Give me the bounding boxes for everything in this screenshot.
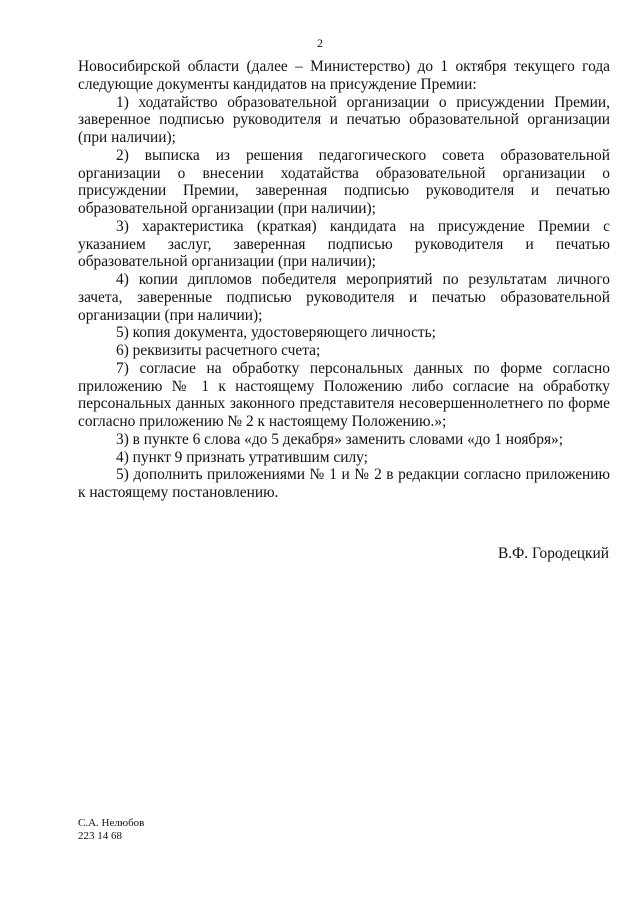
paragraph-item-2: 2) выписка из решения педагогического совета образовательной организации о внесении ходатайства образовательной организации о присуждении Премии, заверенная подписью руководителя и печатью образовательной организации (при наличии); — [78, 146, 610, 217]
paragraph-item-4: 4) копии дипломов победителя мероприятий по результатам личного зачета, заверенные подписью руководителя и печатью образовательной организации (при наличии); — [78, 271, 610, 324]
executor-phone: 223 14 68 — [78, 830, 122, 842]
page-number: 2 — [317, 36, 323, 50]
paragraph-item-6: 6) реквизиты расчетного счета; — [116, 342, 321, 359]
paragraph-item-5: 5) копия документа, удостоверяющего личность; — [116, 324, 436, 342]
document-body — [78, 58, 610, 502]
executor-name: С.А. Нелюбов — [78, 817, 145, 829]
paragraph-item-7: 7) согласие на обработку персональных данных по форме согласно приложению № 1 к настоящему Положению либо согласие на обработку персональных данных законного представителя несовершеннолетнего по форме согласно приложению № 2 к настоящему Положению.»; — [78, 359, 610, 430]
signature-name: В.Ф. Городецкий — [497, 545, 609, 562]
paragraph-amendment-3: 3) в пункте 6 слова «до 5 декабря» заменить словами «до 1 ноября»; — [116, 430, 563, 448]
paragraph-item-3: 3) характеристика (краткая) кандидата на присуждение Премии с указанием заслуг, заверенная подписью руководителя и печатью образовательной организации (при наличии); — [78, 217, 610, 271]
paragraph-item-1: 1) ходатайство образовательной организации о присуждении Премии, заверенное подписью руководителя и печатью образовательной организации (при наличии); — [78, 93, 610, 146]
paragraph-intro: Новосибирской области (далее – Министерство) до 1 октября текущего года следующие документы кандидатов на присуждение Премии: — [78, 58, 610, 93]
paragraph-amendment-5: 5) дополнить приложениями № 1 и № 2 в редакции согласно приложению к настоящему постановлению. — [78, 466, 610, 501]
paragraph-amendment-4: 4) пункт 9 признать утратившим силу; — [116, 448, 368, 466]
executor-block — [78, 817, 144, 843]
